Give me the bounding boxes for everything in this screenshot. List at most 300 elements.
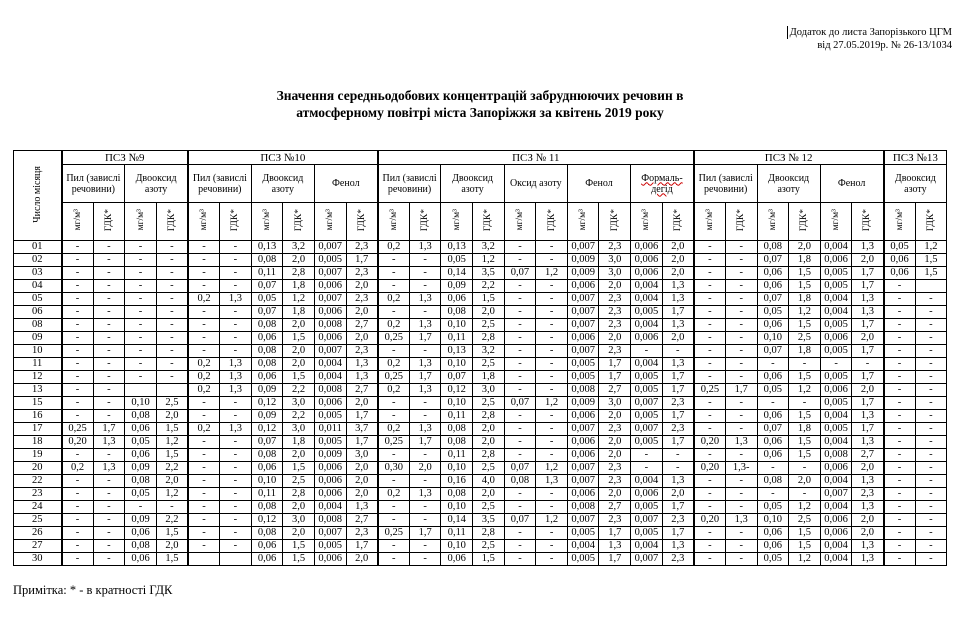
value-cell: 0,07 bbox=[441, 371, 473, 384]
value-cell: 2,7 bbox=[599, 384, 631, 397]
value-cell: - bbox=[694, 488, 726, 501]
value-cell: 2,0 bbox=[662, 332, 694, 345]
value-cell: 0,10 bbox=[757, 332, 789, 345]
value-cell: 0,16 bbox=[441, 475, 473, 488]
value-cell: 0,004 bbox=[314, 358, 346, 371]
value-cell: - bbox=[93, 371, 125, 384]
value-cell: 0,006 bbox=[820, 332, 852, 345]
value-cell: 2,0 bbox=[283, 527, 315, 540]
value-cell: - bbox=[504, 241, 536, 254]
unit-mg-label: мг/м³ bbox=[641, 209, 652, 231]
value-cell: 0,006 bbox=[314, 306, 346, 319]
unit-mg-header bbox=[694, 203, 726, 241]
substance-header: Двооксид азоту bbox=[757, 165, 820, 203]
value-cell: 0,05 bbox=[757, 306, 789, 319]
value-cell: 1,3 bbox=[346, 501, 378, 514]
value-cell: - bbox=[536, 449, 568, 462]
value-cell: - bbox=[915, 436, 947, 449]
value-cell: - bbox=[884, 358, 916, 371]
table-row bbox=[14, 410, 947, 423]
unit-gdk-label: ГДК* bbox=[166, 208, 177, 232]
value-cell: 0,006 bbox=[314, 553, 346, 566]
value-cell: 1,7 bbox=[93, 423, 125, 436]
value-cell: - bbox=[884, 345, 916, 358]
value-cell: 3,5 bbox=[473, 267, 505, 280]
value-cell: 0,007 bbox=[314, 293, 346, 306]
value-cell: 0,07 bbox=[251, 280, 283, 293]
value-cell: - bbox=[536, 280, 568, 293]
value-cell: 0,004 bbox=[820, 501, 852, 514]
value-cell: 2,3 bbox=[599, 423, 631, 436]
value-cell: 0,05 bbox=[251, 293, 283, 306]
value-cell: - bbox=[725, 449, 757, 462]
unit-gdk-label: ГДК* bbox=[609, 208, 620, 232]
value-cell: - bbox=[378, 553, 410, 566]
value-cell: 1,5 bbox=[156, 423, 188, 436]
value-cell: - bbox=[884, 501, 916, 514]
table-row bbox=[14, 501, 947, 514]
day-cell: 30 bbox=[14, 553, 62, 566]
substance-header: Пил (завислі речовини) bbox=[378, 165, 441, 203]
value-cell: 2,7 bbox=[346, 319, 378, 332]
value-cell: - bbox=[852, 358, 884, 371]
value-cell: - bbox=[504, 306, 536, 319]
value-cell: - bbox=[725, 423, 757, 436]
value-cell: 2,0 bbox=[346, 397, 378, 410]
value-cell: 1,5 bbox=[789, 319, 821, 332]
value-cell: 1,8 bbox=[283, 280, 315, 293]
unit-mg-label: мг/м³ bbox=[451, 209, 462, 231]
unit-gdk-header bbox=[789, 203, 821, 241]
value-cell: - bbox=[125, 319, 157, 332]
value-cell: 0,06 bbox=[125, 449, 157, 462]
value-cell: - bbox=[915, 332, 947, 345]
substance-header: Фенол bbox=[820, 165, 883, 203]
value-cell: 2,8 bbox=[473, 449, 505, 462]
value-cell: 1,3 bbox=[346, 358, 378, 371]
value-cell: 0,06 bbox=[251, 540, 283, 553]
value-cell: 0,05 bbox=[441, 254, 473, 267]
value-cell: 0,13 bbox=[441, 345, 473, 358]
unit-mg-label: мг/м³ bbox=[514, 209, 525, 231]
value-cell: - bbox=[125, 345, 157, 358]
value-cell: 1,7 bbox=[599, 371, 631, 384]
value-cell: - bbox=[884, 462, 916, 475]
value-cell: 0,005 bbox=[631, 371, 663, 384]
value-cell: - bbox=[409, 267, 441, 280]
value-cell: 0,07 bbox=[504, 462, 536, 475]
value-cell: 0,06 bbox=[884, 267, 916, 280]
value-cell: - bbox=[93, 527, 125, 540]
value-cell: - bbox=[915, 527, 947, 540]
value-cell: 1,3 bbox=[93, 462, 125, 475]
value-cell: - bbox=[725, 397, 757, 410]
value-cell: - bbox=[93, 267, 125, 280]
value-cell: 0,005 bbox=[820, 280, 852, 293]
value-cell: - bbox=[915, 410, 947, 423]
value-cell: - bbox=[757, 462, 789, 475]
value-cell: 1,2 bbox=[536, 514, 568, 527]
value-cell: 0,007 bbox=[567, 423, 599, 436]
unit-mg-label: мг/м³ bbox=[199, 209, 210, 231]
value-cell: 0,005 bbox=[820, 423, 852, 436]
value-cell: 0,005 bbox=[567, 527, 599, 540]
table-row bbox=[14, 384, 947, 397]
value-cell: - bbox=[188, 540, 220, 553]
table-row bbox=[14, 306, 947, 319]
value-cell: - bbox=[662, 345, 694, 358]
value-cell: - bbox=[125, 501, 157, 514]
value-cell: 1,7 bbox=[662, 410, 694, 423]
value-cell: 0,005 bbox=[631, 501, 663, 514]
value-cell: 2,0 bbox=[346, 488, 378, 501]
value-cell: - bbox=[536, 241, 568, 254]
value-cell: - bbox=[504, 553, 536, 566]
value-cell: - bbox=[504, 384, 536, 397]
value-cell: 0,2 bbox=[378, 241, 410, 254]
value-cell: 1,2 bbox=[789, 501, 821, 514]
value-cell: 2,5 bbox=[473, 540, 505, 553]
value-cell: 0,007 bbox=[314, 345, 346, 358]
value-cell: 1,3 bbox=[852, 306, 884, 319]
value-cell: - bbox=[536, 488, 568, 501]
value-cell: 0,006 bbox=[567, 488, 599, 501]
value-cell: 1,3 bbox=[409, 293, 441, 306]
value-cell: - bbox=[62, 553, 94, 566]
value-cell: - bbox=[536, 293, 568, 306]
table-row bbox=[14, 241, 947, 254]
value-cell: 0,11 bbox=[441, 332, 473, 345]
unit-gdk-label: ГДК* bbox=[862, 208, 873, 232]
value-cell: - bbox=[188, 397, 220, 410]
value-cell: - bbox=[725, 540, 757, 553]
value-cell: - bbox=[62, 345, 94, 358]
value-cell: - bbox=[125, 306, 157, 319]
value-cell: 0,10 bbox=[441, 358, 473, 371]
value-cell: - bbox=[694, 267, 726, 280]
day-cell: 15 bbox=[14, 397, 62, 410]
value-cell: - bbox=[884, 540, 916, 553]
value-cell: 2,8 bbox=[473, 410, 505, 423]
value-cell: 0,007 bbox=[567, 462, 599, 475]
value-cell: - bbox=[915, 293, 947, 306]
value-cell: - bbox=[125, 293, 157, 306]
value-cell: - bbox=[62, 488, 94, 501]
value-cell: 0,005 bbox=[820, 371, 852, 384]
value-cell: 1,2 bbox=[789, 553, 821, 566]
value-cell: - bbox=[694, 254, 726, 267]
value-cell: 0,06 bbox=[441, 293, 473, 306]
value-cell: 1,7 bbox=[346, 540, 378, 553]
value-cell: 0,2 bbox=[378, 319, 410, 332]
value-cell: 1,5 bbox=[915, 267, 947, 280]
value-cell: 0,11 bbox=[441, 410, 473, 423]
value-cell: - bbox=[220, 280, 252, 293]
value-cell: 2,3 bbox=[852, 488, 884, 501]
value-cell: - bbox=[884, 475, 916, 488]
value-cell: 0,2 bbox=[188, 358, 220, 371]
value-cell: - bbox=[409, 449, 441, 462]
value-cell: 1,3 bbox=[409, 241, 441, 254]
value-cell: - bbox=[220, 306, 252, 319]
value-cell: 2,0 bbox=[852, 514, 884, 527]
value-cell: 0,09 bbox=[125, 462, 157, 475]
value-cell: 0,06 bbox=[757, 527, 789, 540]
day-cell: 20 bbox=[14, 462, 62, 475]
value-cell: 0,06 bbox=[757, 280, 789, 293]
value-cell: 1,5 bbox=[915, 254, 947, 267]
value-cell: - bbox=[725, 332, 757, 345]
value-cell: 1,5 bbox=[789, 449, 821, 462]
value-cell: - bbox=[536, 345, 568, 358]
value-cell: 0,005 bbox=[631, 527, 663, 540]
value-cell: 0,06 bbox=[125, 423, 157, 436]
day-cell: 10 bbox=[14, 345, 62, 358]
value-cell: 1,5 bbox=[156, 553, 188, 566]
value-cell: 2,0 bbox=[156, 475, 188, 488]
value-cell: 0,006 bbox=[631, 488, 663, 501]
value-cell: - bbox=[62, 332, 94, 345]
value-cell: 2,0 bbox=[662, 267, 694, 280]
value-cell: - bbox=[188, 449, 220, 462]
day-cell: 03 bbox=[14, 267, 62, 280]
value-cell: 2,0 bbox=[662, 254, 694, 267]
value-cell: 0,11 bbox=[251, 488, 283, 501]
value-cell: - bbox=[188, 462, 220, 475]
value-cell: 2,0 bbox=[852, 332, 884, 345]
value-cell: - bbox=[125, 332, 157, 345]
value-cell: - bbox=[725, 475, 757, 488]
unit-mg-header bbox=[631, 203, 663, 241]
value-cell: 0,004 bbox=[820, 553, 852, 566]
value-cell: 1,7 bbox=[852, 267, 884, 280]
value-cell: 1,8 bbox=[789, 423, 821, 436]
value-cell: - bbox=[504, 410, 536, 423]
value-cell: 0,006 bbox=[567, 280, 599, 293]
value-cell: - bbox=[789, 358, 821, 371]
value-cell: 1,3- bbox=[725, 462, 757, 475]
value-cell: 0,10 bbox=[441, 462, 473, 475]
day-cell: 18 bbox=[14, 436, 62, 449]
value-cell: - bbox=[62, 410, 94, 423]
unit-gdk-label: ГДК* bbox=[293, 208, 304, 232]
value-cell: 2,3 bbox=[346, 267, 378, 280]
value-cell: 0,006 bbox=[567, 410, 599, 423]
table-row bbox=[14, 475, 947, 488]
value-cell: 2,0 bbox=[283, 319, 315, 332]
value-cell: 2,0 bbox=[283, 501, 315, 514]
value-cell: 1,3 bbox=[346, 371, 378, 384]
value-cell: - bbox=[536, 553, 568, 566]
value-cell: - bbox=[725, 280, 757, 293]
value-cell: - bbox=[62, 371, 94, 384]
value-cell: 1,3 bbox=[852, 293, 884, 306]
value-cell: 1,7 bbox=[599, 553, 631, 566]
value-cell: - bbox=[536, 384, 568, 397]
value-cell: 0,06 bbox=[251, 553, 283, 566]
value-cell: 2,8 bbox=[473, 332, 505, 345]
value-cell: 1,5 bbox=[283, 553, 315, 566]
value-cell: 2,0 bbox=[473, 436, 505, 449]
value-cell: 1,5 bbox=[473, 553, 505, 566]
value-cell: 1,7 bbox=[662, 527, 694, 540]
value-cell: 1,3 bbox=[662, 280, 694, 293]
value-cell: 0,25 bbox=[378, 332, 410, 345]
value-cell: - bbox=[662, 449, 694, 462]
value-cell: 0,07 bbox=[504, 267, 536, 280]
value-cell: - bbox=[884, 514, 916, 527]
value-cell: - bbox=[915, 319, 947, 332]
value-cell: - bbox=[694, 423, 726, 436]
value-cell: - bbox=[504, 371, 536, 384]
value-cell: 2,3 bbox=[662, 423, 694, 436]
value-cell: 0,10 bbox=[441, 501, 473, 514]
value-cell: 2,5 bbox=[473, 319, 505, 332]
value-cell: 0,08 bbox=[757, 475, 789, 488]
table-row bbox=[14, 280, 947, 293]
value-cell: 0,004 bbox=[820, 410, 852, 423]
value-cell: - bbox=[220, 475, 252, 488]
value-cell: - bbox=[915, 358, 947, 371]
value-cell: 1,7 bbox=[409, 436, 441, 449]
value-cell: - bbox=[378, 449, 410, 462]
value-cell: 0,08 bbox=[251, 345, 283, 358]
value-cell: 0,10 bbox=[441, 319, 473, 332]
day-cell: 11 bbox=[14, 358, 62, 371]
value-cell: 2,0 bbox=[662, 488, 694, 501]
value-cell: - bbox=[504, 332, 536, 345]
value-cell: 0,005 bbox=[314, 410, 346, 423]
value-cell: - bbox=[409, 540, 441, 553]
unit-gdk-header bbox=[93, 203, 125, 241]
value-cell: 2,0 bbox=[409, 462, 441, 475]
value-cell: - bbox=[378, 306, 410, 319]
value-cell: 1,3 bbox=[599, 540, 631, 553]
substance-header: Фенол bbox=[567, 165, 630, 203]
table-row bbox=[14, 293, 947, 306]
value-cell bbox=[156, 384, 188, 397]
value-cell: - bbox=[93, 410, 125, 423]
value-cell: 2,0 bbox=[346, 462, 378, 475]
value-cell: 0,08 bbox=[125, 410, 157, 423]
value-cell: 3,2 bbox=[473, 345, 505, 358]
value-cell: - bbox=[789, 462, 821, 475]
value-cell: 1,8 bbox=[283, 436, 315, 449]
value-cell: - bbox=[536, 319, 568, 332]
unit-gdk-label: ГДК* bbox=[230, 208, 241, 232]
table-row bbox=[14, 527, 947, 540]
unit-gdk-label: ГДК* bbox=[672, 208, 683, 232]
value-cell: 0,13 bbox=[251, 241, 283, 254]
value-cell: 1,7 bbox=[852, 345, 884, 358]
value-cell: - bbox=[915, 475, 947, 488]
value-cell: - bbox=[156, 280, 188, 293]
value-cell: - bbox=[93, 306, 125, 319]
value-cell: 0,006 bbox=[820, 384, 852, 397]
table-row bbox=[14, 267, 947, 280]
value-cell: - bbox=[915, 514, 947, 527]
value-cell: - bbox=[725, 410, 757, 423]
value-cell: - bbox=[504, 449, 536, 462]
value-cell: 0,2 bbox=[378, 293, 410, 306]
value-cell: 0,006 bbox=[314, 280, 346, 293]
value-cell: 0,06 bbox=[251, 332, 283, 345]
unit-mg-header bbox=[125, 203, 157, 241]
value-cell: 0,007 bbox=[567, 241, 599, 254]
value-cell: 0,30 bbox=[378, 462, 410, 475]
value-cell: 1,3 bbox=[725, 436, 757, 449]
value-cell: 2,0 bbox=[283, 254, 315, 267]
value-cell: 0,005 bbox=[567, 358, 599, 371]
value-cell: 2,2 bbox=[283, 410, 315, 423]
value-cell bbox=[188, 553, 220, 566]
value-cell: - bbox=[188, 254, 220, 267]
value-cell: - bbox=[156, 358, 188, 371]
unit-gdk-label: ГДК* bbox=[483, 208, 494, 232]
value-cell: - bbox=[220, 540, 252, 553]
value-cell: 2,0 bbox=[789, 475, 821, 488]
unit-mg-label: мг/м³ bbox=[325, 209, 336, 231]
value-cell: 2,5 bbox=[473, 462, 505, 475]
value-cell: 0,004 bbox=[820, 293, 852, 306]
station-header: ПСЗ №9 bbox=[62, 151, 188, 165]
value-cell: - bbox=[409, 254, 441, 267]
value-cell: - bbox=[188, 501, 220, 514]
value-cell: 0,09 bbox=[251, 384, 283, 397]
value-cell: 0,07 bbox=[504, 397, 536, 410]
value-cell: 2,0 bbox=[599, 280, 631, 293]
value-cell: 0,004 bbox=[567, 540, 599, 553]
substance-header: Двооксид азоту bbox=[884, 165, 947, 203]
value-cell: - bbox=[62, 293, 94, 306]
day-cell: 13 bbox=[14, 384, 62, 397]
value-cell: - bbox=[884, 293, 916, 306]
value-cell: 0,007 bbox=[631, 397, 663, 410]
value-cell: - bbox=[884, 410, 916, 423]
value-cell: 3,0 bbox=[283, 423, 315, 436]
value-cell: 0,009 bbox=[567, 267, 599, 280]
value-cell: 1,7 bbox=[599, 358, 631, 371]
value-cell: 1,3 bbox=[409, 384, 441, 397]
value-cell: 1,7 bbox=[725, 384, 757, 397]
value-cell: 2,0 bbox=[599, 436, 631, 449]
value-cell: 0,2 bbox=[62, 462, 94, 475]
value-cell: - bbox=[789, 397, 821, 410]
value-cell: - bbox=[725, 241, 757, 254]
value-cell: 2,0 bbox=[789, 241, 821, 254]
value-cell: 0,2 bbox=[378, 384, 410, 397]
value-cell: 0,06 bbox=[251, 462, 283, 475]
value-cell: 2,5 bbox=[473, 397, 505, 410]
value-cell: - bbox=[725, 267, 757, 280]
value-cell: - bbox=[156, 371, 188, 384]
value-cell: - bbox=[694, 332, 726, 345]
value-cell: - bbox=[536, 254, 568, 267]
value-cell: - bbox=[725, 371, 757, 384]
value-cell: 0,006 bbox=[314, 462, 346, 475]
value-cell: 1,3 bbox=[852, 540, 884, 553]
value-cell: - bbox=[156, 319, 188, 332]
value-cell: - bbox=[504, 527, 536, 540]
value-cell: 2,2 bbox=[473, 280, 505, 293]
value-cell: 0,06 bbox=[757, 371, 789, 384]
value-cell: 1,2 bbox=[789, 306, 821, 319]
value-cell: 1,8 bbox=[789, 254, 821, 267]
value-cell: 0,07 bbox=[757, 345, 789, 358]
value-cell: 1,5 bbox=[283, 371, 315, 384]
value-cell: 0,06 bbox=[125, 553, 157, 566]
header-row-units bbox=[14, 203, 947, 241]
